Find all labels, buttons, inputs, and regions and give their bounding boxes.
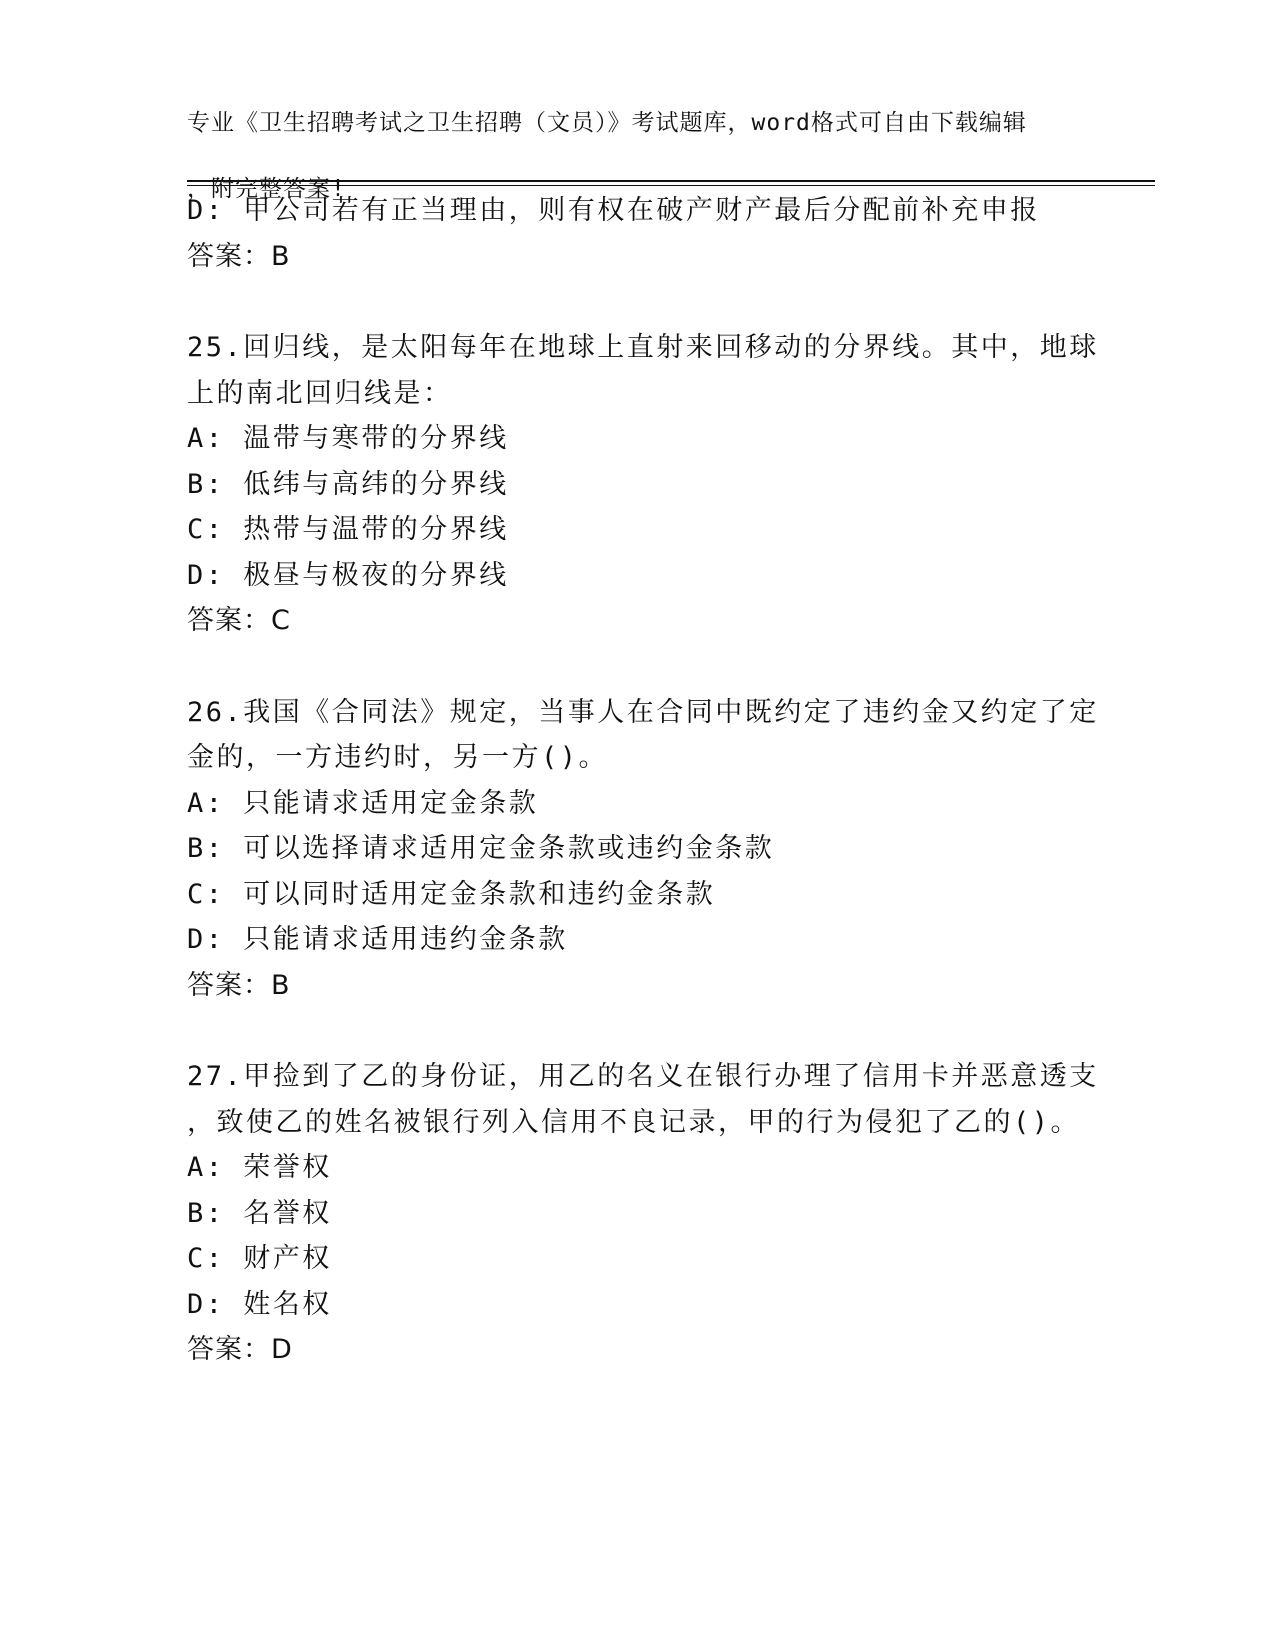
- option-a: A: 温带与寒带的分界线: [187, 423, 509, 454]
- option-c: C: 可以同时适用定金条款和违约金条款: [187, 878, 716, 910]
- option-a: A: 只能请求适用定金条款: [187, 787, 539, 819]
- question-stem: [187, 1054, 1099, 1145]
- header-line-2: ，附完整答案!: [187, 176, 346, 202]
- stem-line: 27.甲捡到了乙的身份证，用乙的名义在银行办理了信用卡并恶意透支: [187, 1061, 1099, 1092]
- stem-line: 25.回归线，是太阳每年在地球上直射来回移动的分界线。其中，地球: [187, 332, 1099, 363]
- option-b: B: 名誉权: [187, 1197, 332, 1229]
- continued-question: [187, 188, 1087, 279]
- answer-line: 答案：C: [187, 605, 291, 636]
- answer-line: 答案：B: [187, 969, 291, 1001]
- question-25: [187, 325, 1099, 644]
- option-c: C: 财产权: [187, 1243, 332, 1274]
- option-d: D: 只能请求适用违约金条款: [187, 924, 568, 955]
- option-d: D: 姓名权: [187, 1288, 332, 1320]
- question-stem: [187, 690, 1099, 781]
- stem-line: 26.我国《合同法》规定，当事人在合同中既约定了违约金又约定了定: [187, 696, 1099, 728]
- option-c: C: 热带与温带的分界线: [187, 514, 509, 545]
- stem-line: 上的南北回归线是：: [187, 377, 453, 409]
- option-d: D: 极昼与极夜的分界线: [187, 559, 509, 591]
- header-divider: [187, 180, 1155, 186]
- stem-line: ，致使乙的姓名被银行列入信用不良记录，甲的行为侵犯了乙的()。: [187, 1106, 1081, 1138]
- header-line-1: 专业《卫生招聘考试之卫生招聘（文员）》考试题库，word格式可自由下载编辑: [187, 110, 1027, 136]
- question-26: [187, 690, 1099, 1009]
- stem-line: 金的，一方违约时，另一方()。: [187, 742, 609, 773]
- question-content: [187, 188, 1099, 1373]
- option-d: D: 甲公司若有正当理由，则有权在破产财产最后分配前补充申报: [187, 195, 1040, 226]
- option-b: B: 低纬与高纬的分界线: [187, 468, 509, 500]
- answer-line: 答案：B: [187, 240, 291, 272]
- question-stem: [187, 325, 1099, 416]
- option-a: A: 荣誉权: [187, 1152, 332, 1183]
- answer-line: 答案：D: [187, 1334, 293, 1365]
- question-27: [187, 1054, 1099, 1373]
- option-b: B: 可以选择请求适用定金条款或违约金条款: [187, 833, 775, 864]
